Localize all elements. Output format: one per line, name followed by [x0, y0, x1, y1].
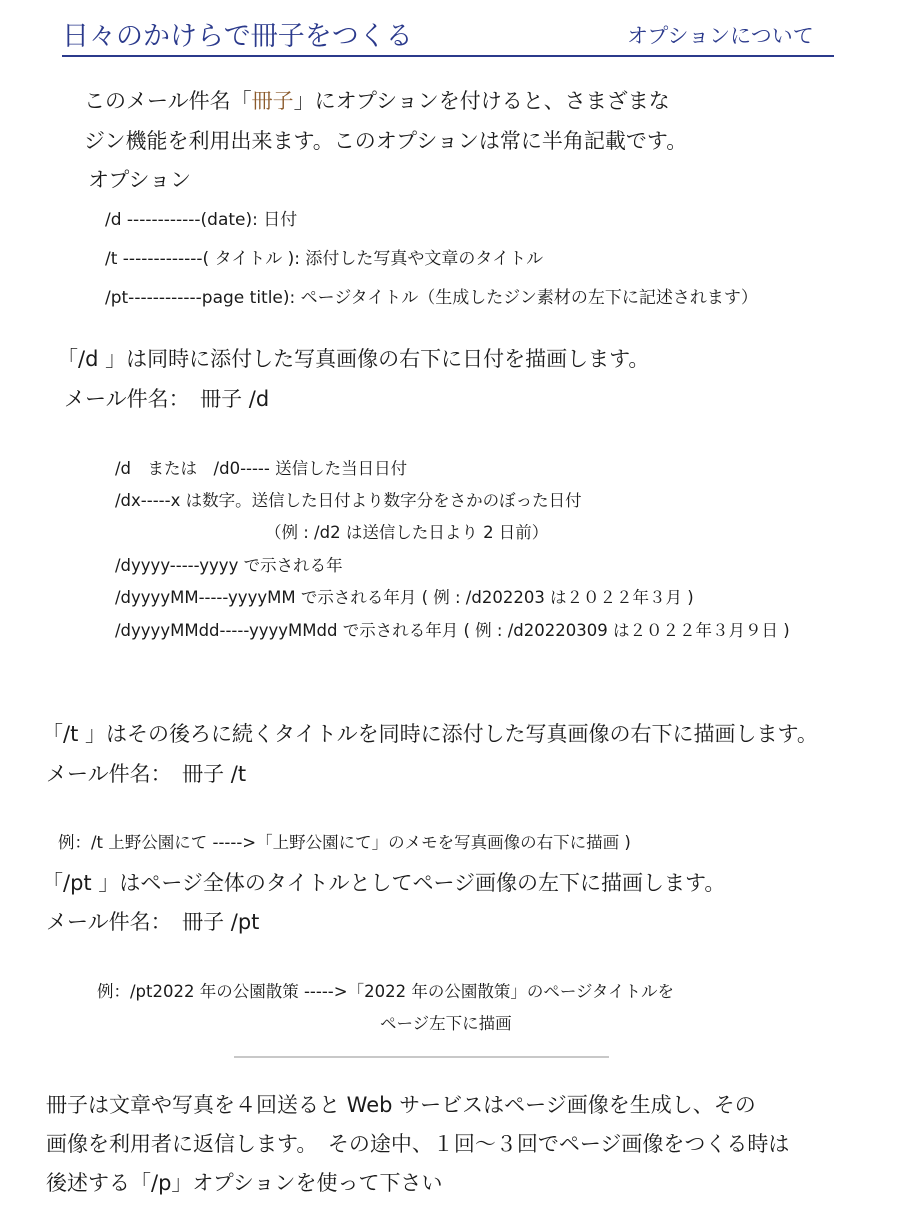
- footer-line-1: 冊子は文章や写真を４回送ると Web サービスはページ画像を生成し、その: [46, 1093, 756, 1117]
- section-t-example: 例：/t 上野公園にて ----->「上野公園にて」のメモを写真画像の右下に描画 ): [58, 833, 631, 852]
- intro-line-1: [84, 85, 670, 115]
- header-rule: [62, 55, 834, 57]
- section-pt-example-2: ページ左下に描画: [380, 1014, 512, 1033]
- section-t-description: 「/t 」はその後ろに続くタイトルを同時に添付した写真画像の右下に描画します。: [42, 722, 818, 746]
- section-d-example-2: /dx-----x は数字。送信した日付より数字分をさかのぼった日付: [115, 491, 582, 510]
- page-subtitle: オプションについて: [627, 24, 814, 48]
- section-pt-description: 「/pt 」はページ全体のタイトルとしてページ画像の左下に描画します。: [42, 871, 726, 895]
- intro-line-1-b: 」にオプションを付けると、さまざまな: [293, 89, 670, 113]
- option-d: /d ------------(date): 日付: [105, 210, 298, 230]
- section-d-subject: メール件名： 冊子 /d: [64, 387, 270, 411]
- section-d-example-4: /dyyyy-----yyyy で示される年: [115, 556, 343, 575]
- section-divider: [234, 1056, 609, 1058]
- section-d-example-1: /d または /d0----- 送信した当日日付: [115, 459, 408, 478]
- intro-line-2: ジン機能を利用出来ます。このオプションは常に半角記載です。: [84, 129, 688, 153]
- section-d-description: 「/d 」は同時に添付した写真画像の右下に日付を描画します。: [57, 347, 650, 371]
- options-heading: オプション: [88, 168, 192, 192]
- option-pt: /pt------------page title): ページタイトル（生成したジン素材の左下に記述されます）: [105, 288, 758, 308]
- footer-line-2: 画像を利用者に返信します。 その途中、１回〜３回でページ画像をつくる時は: [46, 1132, 790, 1156]
- section-pt-example-1: 例：/pt2022 年の公園散策 ----->「2022 年の公園散策」のページタイトルを: [97, 982, 674, 1001]
- option-t: /t -------------( タイトル ): 添付した写真や文章のタイトル: [105, 249, 544, 269]
- section-d-example-6: /dyyyyMMdd-----yyyyMMdd で示される年月 ( 例 : /d20220309 は２０２２年３月９日 ): [115, 621, 790, 640]
- intro-line-1-a: このメール件名「: [84, 89, 252, 113]
- section-d-example-5: /dyyyyMM-----yyyyMM で示される年月 ( 例 : /d202203 は２０２２年３月 ): [115, 588, 694, 607]
- intro-highlight: 冊子: [251, 89, 294, 113]
- page-title: 日々のかけらで冊子をつくる: [62, 21, 413, 52]
- section-pt-subject: メール件名： 冊子 /pt: [46, 910, 260, 934]
- section-t-subject: メール件名： 冊子 /t: [46, 762, 247, 786]
- section-d-example-3: （例 : /d2 は送信した日より 2 日前）: [265, 523, 549, 542]
- footer-line-3: 後述する「/p」オプションを使って下さい: [46, 1171, 443, 1195]
